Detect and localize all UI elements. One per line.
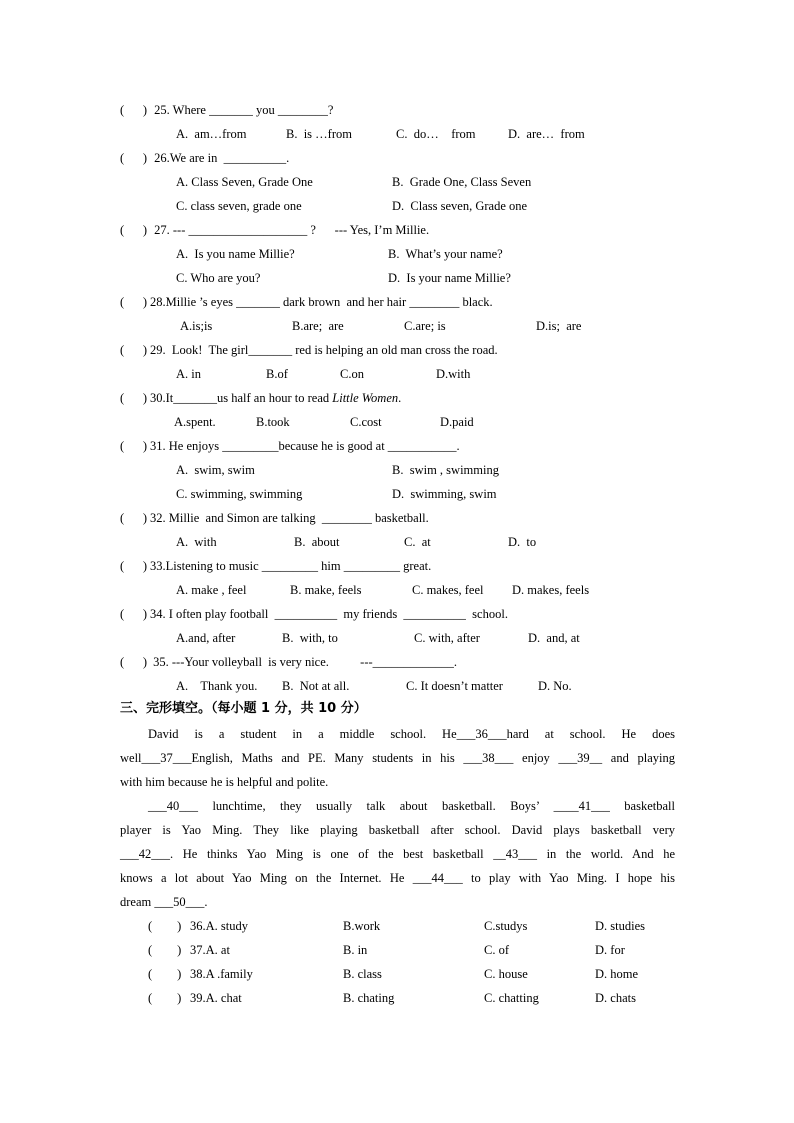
option-b: B. is …from: [286, 127, 352, 141]
option-d: D. Class seven, Grade one: [392, 199, 528, 213]
option-b: B. make, feels: [290, 583, 362, 597]
stem-end: .: [398, 391, 402, 405]
question-stem: 27. --- ___________________ ? --- Yes, I’m Millie.: [151, 223, 430, 237]
option-a: A. am…from: [176, 127, 247, 141]
option-d: D. home: [595, 967, 639, 981]
answer-paren: ( ): [120, 559, 148, 573]
answer-paren: ( ): [120, 103, 148, 117]
option-c: C. chatting: [484, 991, 539, 1005]
option-a: 39.A. chat: [190, 991, 242, 1005]
option-a: A. make , feel: [176, 583, 247, 597]
question-stem: [150, 390, 401, 406]
option-b: B. class: [343, 967, 382, 981]
section-heading: 三、完形填空。（每小题 1 分，共 10 分）: [120, 701, 367, 716]
option-b: B. with, to: [282, 631, 338, 645]
answer-paren: ( ): [120, 223, 148, 237]
option-b: B. Grade One, Class Seven: [392, 175, 532, 189]
question-stem: 26.We are in __________.: [151, 151, 290, 165]
option-d: D. studies: [595, 919, 645, 933]
option-c: C. house: [484, 967, 528, 981]
answer-paren: ( ): [148, 943, 182, 957]
option-d: D. makes, feels: [512, 583, 590, 597]
option-d: D. chats: [595, 991, 636, 1005]
question-stem: 29. Look! The girl_______ red is helping an old man cross the road.: [150, 343, 498, 357]
option-a: A. Thank you.: [176, 679, 258, 693]
option-a: A. swim, swim: [176, 463, 255, 477]
answer-paren: ( ): [120, 511, 148, 525]
answer-paren: ( ): [148, 919, 182, 933]
question-stem: 32. Millie and Simon are talking ________ basketball.: [150, 511, 429, 525]
passage-line: knows a lot about Yao Ming on the Internet. He ___44___ to play with Yao Ming. I hope his: [120, 871, 675, 885]
option-b: B. What’s your name?: [388, 247, 503, 261]
answer-paren: ( ): [120, 391, 148, 405]
question-stem: 34. I often play football __________ my friends __________ school.: [150, 607, 508, 621]
option-c: C. swimming, swimming: [176, 487, 303, 501]
option-b: B.work: [343, 919, 381, 933]
option-c: C. do… from: [396, 127, 476, 141]
question-stem: 28.Millie ’s eyes _______ dark brown and her hair ________ black.: [150, 295, 493, 309]
option-b: B.took: [256, 415, 290, 429]
option-a: 38.A .family: [190, 967, 253, 981]
option-b: B. in: [343, 943, 368, 957]
option-a: A.and, after: [176, 631, 236, 645]
option-a: A. Class Seven, Grade One: [176, 175, 313, 189]
option-d: D.is; are: [536, 319, 582, 333]
answer-paren: ( ): [120, 151, 148, 165]
question-stem: 35. ---Your volleyball is very nice. ---_____________.: [150, 655, 458, 669]
option-b: B.of: [266, 367, 288, 381]
option-a: A.is;is: [180, 319, 213, 333]
answer-paren: ( ): [120, 607, 148, 621]
option-d: D. Is your name Millie?: [388, 271, 511, 285]
book-title: Little Women: [332, 391, 399, 405]
answer-paren: ( ): [120, 439, 148, 453]
option-b: B.are; are: [292, 319, 344, 333]
answer-paren: ( ): [120, 655, 148, 669]
option-a: A.spent.: [174, 415, 216, 429]
option-c: C. Who are you?: [176, 271, 261, 285]
passage-line: David is a student in a middle school. He___36___hard at school. He does: [148, 727, 675, 741]
option-d: D. No.: [538, 679, 572, 693]
passage-line: well___37___English, Maths and PE. Many students in his ___38___ enjoy ___39__ and playing: [120, 751, 675, 765]
option-a: 37.A. at: [190, 943, 230, 957]
passage-line: with him because he is helpful and polite.: [120, 775, 329, 789]
option-d: D. are… from: [508, 127, 585, 141]
answer-paren: ( ): [120, 295, 148, 309]
option-b: B. Not at all.: [282, 679, 350, 693]
answer-paren: ( ): [148, 967, 182, 981]
question-stem: 25. Where _______ you ________?: [151, 103, 334, 117]
option-c: C. It doesn’t matter: [406, 679, 503, 693]
option-d: D. swimming, swim: [392, 487, 497, 501]
passage-line: ___40___ lunchtime, they usually talk about basketball. Boys’ ____41___ basketball: [148, 799, 675, 813]
option-d: D.paid: [440, 415, 474, 429]
option-c: C. of: [484, 943, 509, 957]
option-a: A. with: [176, 535, 217, 549]
option-c: C.studys: [484, 919, 528, 933]
option-d: D. and, at: [528, 631, 580, 645]
question-stem: 31. He enjoys _________because he is good at ___________.: [150, 439, 460, 453]
option-b: B. swim , swimming: [392, 463, 499, 477]
stem-text: 30.It_______us half an hour to read: [150, 391, 333, 405]
passage-line: player is Yao Ming. They like playing basketball after school. David plays basketball very: [120, 823, 675, 837]
option-c: C. class seven, grade one: [176, 199, 302, 213]
answer-paren: ( ): [148, 991, 182, 1005]
passage-line: ___42___. He thinks Yao Ming is one of the best basketball __43___ in the world. And he: [120, 847, 675, 861]
option-a: A. in: [176, 367, 201, 381]
option-c: C. with, after: [414, 631, 480, 645]
option-d: D. for: [595, 943, 625, 957]
option-c: C. makes, feel: [412, 583, 484, 597]
option-a: A. Is you name Millie?: [176, 247, 295, 261]
option-c: C.cost: [350, 415, 382, 429]
option-a: 36.A. study: [190, 919, 248, 933]
option-d: D.with: [436, 367, 471, 381]
question-stem: 33.Listening to music _________ him _________ great.: [150, 559, 432, 573]
option-c: C.are; is: [404, 319, 446, 333]
passage-line: dream ___50___.: [120, 895, 208, 909]
option-b: B. about: [294, 535, 340, 549]
option-b: B. chating: [343, 991, 395, 1005]
option-c: C.on: [340, 367, 364, 381]
answer-paren: ( ): [120, 343, 148, 357]
option-c: C. at: [404, 535, 431, 549]
option-d: D. to: [508, 535, 537, 549]
